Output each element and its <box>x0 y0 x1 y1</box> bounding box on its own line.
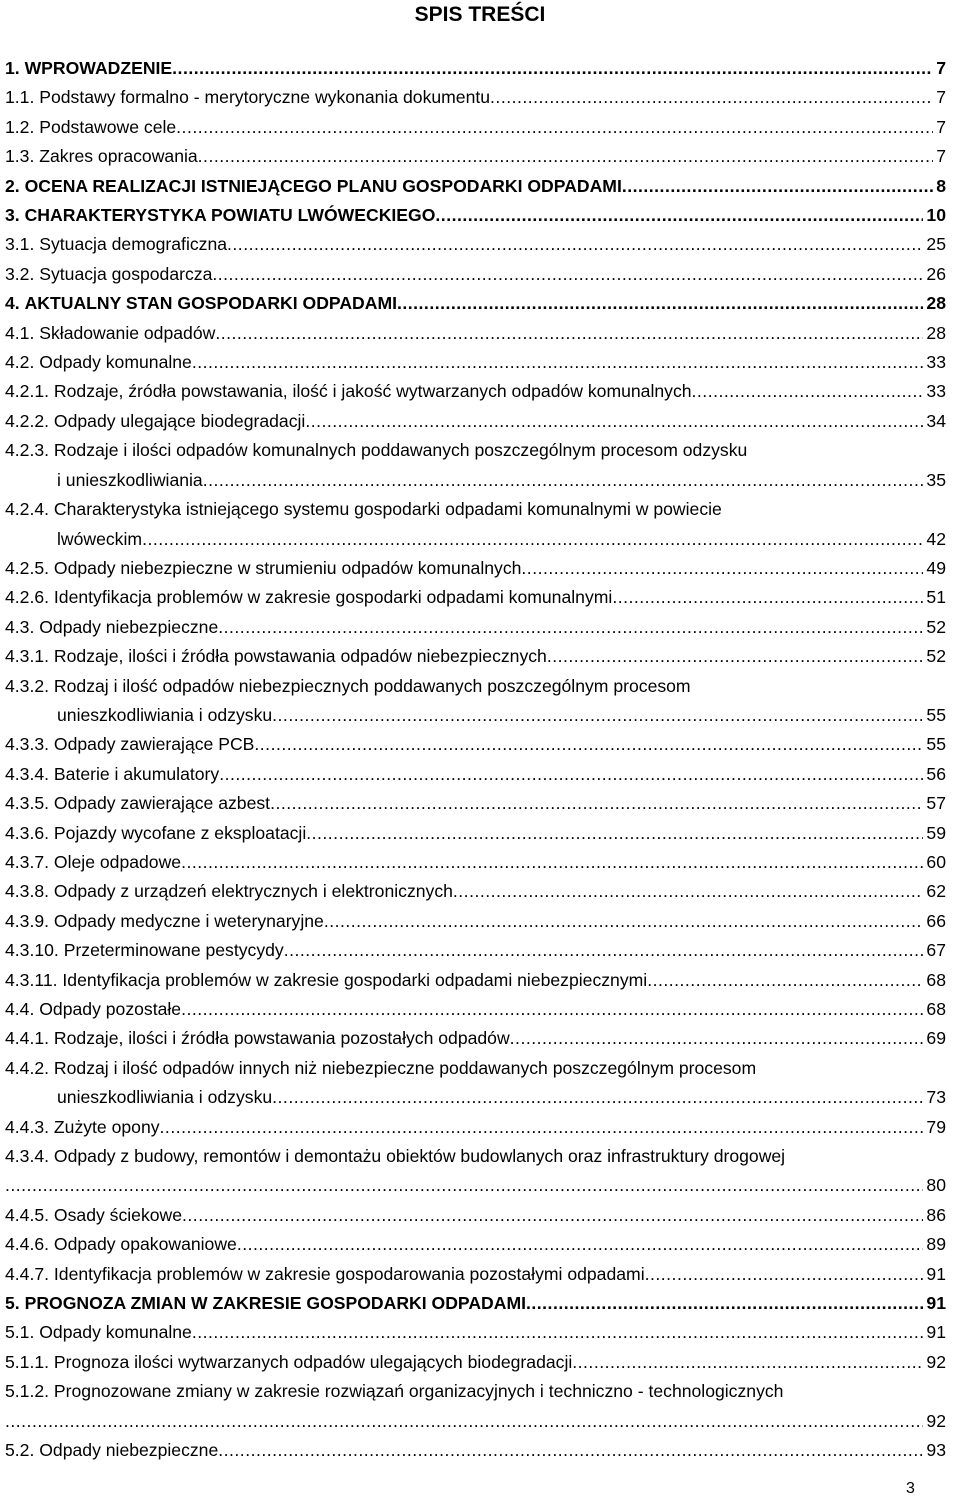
toc-entry-page: 92 <box>926 1410 946 1431</box>
toc-entry[interactable] <box>5 289 946 318</box>
toc-entry[interactable] <box>5 1289 946 1318</box>
toc-entry-page: 34 <box>926 410 946 431</box>
toc-entry-number: 4.3. <box>5 616 35 637</box>
toc-entry-page: 51 <box>926 587 946 608</box>
toc-entry-title: Rodzaje i ilości odpadów komunalnych poddawanych poszczególnym procesom odzysku <box>53 440 748 461</box>
toc-entry-number: 4.2.5. <box>5 557 50 578</box>
toc-leader-dots <box>215 319 923 348</box>
toc-leader-dots <box>272 1083 923 1112</box>
toc-leader-dots <box>572 1348 923 1377</box>
toc-entry[interactable] <box>5 1201 946 1230</box>
toc-entry-title: Odpady zawierające azbest <box>53 793 271 814</box>
toc-entry-page: 49 <box>926 557 946 578</box>
toc-leader-dots <box>622 172 933 201</box>
toc-entry-number: 1.2. <box>5 116 35 137</box>
toc-entry-title: OCENA REALIZACJI ISTNIEJĄCEGO PLANU GOSPODARKI ODPADAMI <box>24 175 622 196</box>
toc-entry-page: 55 <box>926 704 946 725</box>
toc-entry[interactable] <box>5 1142 946 1201</box>
toc-entry[interactable] <box>5 1318 946 1347</box>
toc-entry-title: Rodzaje, ilości i źródła powstawania odpadów niebezpiecznych <box>53 646 547 667</box>
toc-entry-page: 62 <box>926 881 946 902</box>
toc-leader-dots <box>397 289 923 318</box>
toc-leader-dots <box>284 936 924 965</box>
toc-entry-number: 4.4.2. <box>5 1057 50 1078</box>
toc-entry[interactable] <box>5 760 946 789</box>
toc-entry-number: 4.3.8. <box>5 881 50 902</box>
toc-entry-title: Zużyte opony <box>53 1116 160 1137</box>
toc-entry-number: 3. <box>5 205 20 226</box>
toc-entry-number: 5.1.1. <box>5 1351 50 1372</box>
toc-entry-page: 33 <box>926 352 946 373</box>
toc-entry-number: 5. <box>5 1293 20 1314</box>
toc-entry[interactable] <box>5 319 946 348</box>
toc-leader-dots <box>192 1318 924 1347</box>
toc-entry[interactable] <box>5 54 946 83</box>
toc-leader-dots <box>227 230 923 259</box>
toc-entry[interactable] <box>5 172 946 201</box>
toc-leader-dots <box>172 54 933 83</box>
toc-entry-page: 7 <box>936 87 946 108</box>
toc-entry-page: 42 <box>926 528 946 549</box>
toc-entry-title: Osady ściekowe <box>53 1204 183 1225</box>
toc-entry-number: 4.4. <box>5 999 35 1019</box>
toc-entry-number: 4.4.7. <box>5 1263 50 1284</box>
toc-entry-page: 91 <box>926 1322 946 1343</box>
toc-leader-dots <box>182 1201 923 1230</box>
toc-entry-page: 56 <box>926 763 946 784</box>
toc-entry-title: Odpady niebezpieczne w strumieniu odpadów komunalnych <box>53 557 522 578</box>
toc-entry-page: 28 <box>926 322 946 343</box>
toc-entry-title: Odpady z urządzeń elektrycznych i elektronicznych <box>53 881 453 902</box>
toc-leader-dots <box>306 819 923 848</box>
toc-entry-title: Odpady opakowaniowe <box>53 1234 237 1255</box>
toc-leader-dots <box>612 583 923 612</box>
toc-entry-title: Prognozowane zmiany w zakresie rozwiązań organizacyjnych i techniczno - technologicznych <box>53 1381 784 1402</box>
toc-entry-page: 60 <box>926 851 946 872</box>
toc-entry[interactable] <box>5 142 946 171</box>
toc-entry-title: Zakres opracowania <box>39 146 198 167</box>
toc-entry[interactable] <box>5 1054 946 1113</box>
toc-entry-title: Odpady niebezpieczne <box>39 616 219 637</box>
toc-leader-dots <box>272 701 923 730</box>
toc-entry-title-continued: unieszkodliwiania i odzysku <box>57 1087 273 1108</box>
toc-entry-title: WPROWADZENIE <box>24 58 173 78</box>
toc-entry-title: CHARAKTERYSTYKA POWIATU LWÓWECKIEGO <box>24 205 436 226</box>
toc-entry-number: 4.4.6. <box>5 1234 50 1255</box>
toc-entry-title-continued: unieszkodliwiania i odzysku <box>57 704 273 725</box>
toc-leader-dots <box>219 760 923 789</box>
toc-entry[interactable] <box>5 83 946 112</box>
toc-leader-dots <box>305 407 923 436</box>
toc-entry-title: Odpady komunalne <box>39 352 192 373</box>
toc-entry[interactable] <box>5 554 946 583</box>
toc-entry-page: 10 <box>926 205 946 226</box>
toc-entry[interactable] <box>5 907 946 936</box>
toc-entry-title: Charakterystyka istniejącego systemu gospodarki odpadami komunalnymi w powiecie <box>53 499 722 520</box>
toc-entry-number: 4.3.6. <box>5 822 50 843</box>
toc-entry-title: Odpady medyczne i weterynaryjne <box>53 910 324 931</box>
toc-entry-number: 5.1.2. <box>5 1381 50 1402</box>
toc-entry-page: 7 <box>936 58 946 78</box>
toc-entry-title: Rodzaje, źródła powstawania, ilość i jakość wytwarzanych odpadów komunalnych <box>53 381 692 402</box>
toc-entry-title: Sytuacja demograficzna <box>39 234 228 255</box>
toc-entry-number: 4.2.3. <box>5 440 50 461</box>
table-of-contents <box>5 54 946 1466</box>
toc-entry[interactable] <box>5 848 946 877</box>
toc-entry-number: 4.3.4. <box>5 763 50 784</box>
toc-entry-page: 91 <box>926 1293 946 1314</box>
toc-entry-page: 28 <box>926 293 946 314</box>
toc-entry-title: Odpady komunalne <box>39 1322 192 1343</box>
toc-entry-page: 67 <box>926 940 946 961</box>
toc-entry-number: 1.1. <box>5 87 35 108</box>
toc-leader-dots <box>270 789 923 818</box>
toc-entry[interactable] <box>5 966 946 995</box>
toc-leader-dots <box>510 1024 924 1053</box>
page-number: 3 <box>906 1480 915 1497</box>
toc-entry[interactable] <box>5 113 946 142</box>
toc-entry-number: 4.3.9. <box>5 910 50 931</box>
toc-entry-number: 2. <box>5 175 20 196</box>
toc-entry[interactable] <box>5 936 946 965</box>
toc-entry[interactable] <box>5 1113 946 1142</box>
toc-entry-page: 57 <box>926 793 946 814</box>
toc-entry[interactable] <box>5 201 946 230</box>
toc-entry-title: Sytuacja gospodarcza <box>39 263 213 284</box>
toc-entry-page: 26 <box>926 263 946 284</box>
toc-entry-page: 91 <box>926 1263 946 1284</box>
toc-entry-title: Składowanie odpadów <box>39 322 216 343</box>
toc-entry-number: 4.2.2. <box>5 410 50 431</box>
toc-entry[interactable] <box>5 672 946 731</box>
toc-entry-number: 4.4.1. <box>5 1028 50 1049</box>
document-title: SPIS TREŚCI <box>414 3 546 26</box>
toc-entry-number: 4.4.3. <box>5 1116 50 1137</box>
toc-entry-title: Baterie i akumulatory <box>53 763 220 784</box>
toc-entry-title: Identyfikacja problemów w zakresie gospodarki odpadami niebezpiecznymi <box>62 969 648 990</box>
toc-entry-page: 33 <box>926 381 946 402</box>
toc-entry-title: Oleje odpadowe <box>53 851 182 872</box>
toc-leader-dots <box>181 995 923 1024</box>
toc-entry-number: 3.2. <box>5 263 35 284</box>
toc-entry-page: 92 <box>926 1351 946 1372</box>
toc-leader-dots <box>521 554 923 583</box>
toc-leader-dots <box>218 1436 923 1465</box>
toc-entry-title: Odpady zawierające PCB <box>53 734 255 755</box>
toc-entry-number: 4.3.11. <box>5 969 58 990</box>
toc-leader-dots <box>192 348 924 377</box>
toc-leader-dots <box>237 1230 924 1259</box>
toc-entry-title: Rodzaj i ilość odpadów innych niż niebezpieczne poddawanych poszczególnym procesom <box>53 1057 757 1078</box>
toc-leader-dots <box>198 142 934 171</box>
toc-entry-page: 73 <box>926 1087 946 1108</box>
toc-entry-page: 35 <box>926 469 946 490</box>
toc-entry-number: 4.3.10. <box>5 940 59 961</box>
toc-entry-number: 4.3.7. <box>5 851 50 872</box>
toc-entry-page: 7 <box>936 116 946 137</box>
toc-entry-title: PROGNOZA ZMIAN W ZAKRESIE GOSPODARKI ODPADAMI <box>24 1293 526 1314</box>
toc-entry-title: Podstawy formalno - merytoryczne wykonania dokumentu <box>39 87 491 108</box>
toc-entry[interactable] <box>5 730 946 759</box>
toc-entry[interactable] <box>5 1348 946 1377</box>
toc-entry-number: 4.1. <box>5 322 35 343</box>
toc-entry[interactable] <box>5 1230 946 1259</box>
toc-leader-dots <box>5 1407 923 1436</box>
toc-entry-page: 25 <box>926 234 946 255</box>
toc-entry-title: AKTUALNY STAN GOSPODARKI ODPADAMI <box>24 293 397 314</box>
toc-leader-dots <box>645 1260 924 1289</box>
toc-entry-page: 80 <box>926 1175 946 1196</box>
toc-leader-dots <box>212 260 923 289</box>
toc-entry-title: Odpady niebezpieczne <box>39 1440 219 1461</box>
toc-entry-title-continued: i unieszkodliwiania <box>57 469 203 490</box>
toc-entry[interactable] <box>5 348 946 377</box>
toc-entry-page: 8 <box>936 175 946 196</box>
toc-entry-title: Identyfikacja problemów w zakresie gospodarowania pozostałymi odpadami <box>53 1263 645 1284</box>
toc-leader-dots <box>160 1113 924 1142</box>
toc-entry-title: Odpady pozostałe <box>39 999 182 1019</box>
toc-leader-dots <box>176 113 933 142</box>
toc-entry-number: 4.2.6. <box>5 587 50 608</box>
toc-entry-number: 4.3.3. <box>5 734 50 755</box>
toc-leader-dots <box>692 377 924 406</box>
toc-leader-dots <box>218 613 923 642</box>
toc-entry[interactable] <box>5 1024 946 1053</box>
toc-leader-dots <box>142 525 923 554</box>
toc-entry-page: 93 <box>926 1440 946 1461</box>
toc-leader-dots <box>490 83 933 112</box>
toc-leader-dots <box>5 1171 923 1200</box>
toc-entry-title: Prognoza ilości wytwarzanych odpadów ulegających biodegradacji <box>53 1351 573 1372</box>
toc-entry-title: Rodzaj i ilość odpadów niebezpiecznych poddawanych poszczególnym procesom <box>53 675 691 696</box>
toc-entry-number: 5.2. <box>5 1440 35 1461</box>
toc-leader-dots <box>254 730 923 759</box>
toc-entry-number: 4.3.2. <box>5 675 50 696</box>
toc-entry-page: 52 <box>926 646 946 667</box>
toc-entry[interactable] <box>5 407 946 436</box>
toc-entry-number: 4.2. <box>5 352 35 373</box>
toc-entry[interactable] <box>5 583 946 612</box>
toc-entry-title: Podstawowe cele <box>39 116 177 137</box>
toc-entry-number: 4.3.5. <box>5 793 50 814</box>
toc-entry[interactable] <box>5 260 946 289</box>
toc-leader-dots <box>647 966 923 995</box>
toc-entry[interactable] <box>5 819 946 848</box>
toc-entry[interactable] <box>5 1377 946 1436</box>
toc-entry[interactable] <box>5 495 946 554</box>
toc-entry-number: 3.1. <box>5 234 35 255</box>
toc-leader-dots <box>526 1289 923 1318</box>
toc-entry-page: 59 <box>926 822 946 843</box>
toc-entry-page: 89 <box>926 1234 946 1255</box>
toc-entry-title: Przeterminowane pestycydy <box>63 940 284 961</box>
toc-entry[interactable] <box>5 377 946 406</box>
toc-leader-dots <box>181 848 923 877</box>
toc-entry-number: 5.1. <box>5 1322 35 1343</box>
toc-entry[interactable] <box>5 995 946 1024</box>
toc-entry-number: 4.3.1. <box>5 646 50 667</box>
toc-leader-dots <box>453 877 924 906</box>
toc-entry-page: 55 <box>926 734 946 755</box>
toc-entry-number: 4.3.4. <box>5 1146 50 1167</box>
toc-entry-page: 52 <box>926 616 946 637</box>
toc-entry-number: 4. <box>5 293 20 314</box>
toc-entry-title: Odpady ulegające biodegradacji <box>53 410 306 431</box>
toc-entry[interactable] <box>5 613 946 642</box>
toc-entry-page: 79 <box>926 1116 946 1137</box>
toc-leader-dots <box>435 201 923 230</box>
toc-entry-page: 7 <box>936 146 946 167</box>
toc-entry-title-continued: lwóweckim <box>57 528 143 549</box>
toc-entry-title: Pojazdy wycofane z eksploatacji <box>53 822 307 843</box>
toc-leader-dots <box>203 466 924 495</box>
toc-entry[interactable] <box>5 230 946 259</box>
toc-entry-page: 68 <box>926 999 946 1019</box>
toc-entry[interactable] <box>5 877 946 906</box>
toc-entry[interactable] <box>5 642 946 671</box>
toc-entry-number: 1. <box>5 58 20 78</box>
toc-entry[interactable] <box>5 1436 946 1465</box>
toc-leader-dots <box>324 907 924 936</box>
toc-entry[interactable] <box>5 789 946 818</box>
toc-entry-number: 4.4.5. <box>5 1204 50 1225</box>
toc-entry-number: 1.3. <box>5 146 35 167</box>
toc-entry-title: Rodzaje, ilości i źródła powstawania pozostałych odpadów <box>53 1028 510 1049</box>
toc-entry-number: 4.2.1. <box>5 381 50 402</box>
toc-entry-page: 69 <box>926 1028 946 1049</box>
toc-entry-title: Odpady z budowy, remontów i demontażu obiektów budowlanych oraz infrastruktury drogowej <box>53 1146 786 1167</box>
toc-entry[interactable] <box>5 436 946 495</box>
toc-entry[interactable] <box>5 1260 946 1289</box>
toc-leader-dots <box>547 642 924 671</box>
toc-entry-page: 68 <box>926 969 946 990</box>
toc-entry-page: 66 <box>926 910 946 931</box>
toc-entry-number: 4.2.4. <box>5 499 50 520</box>
toc-entry-page: 86 <box>926 1204 946 1225</box>
toc-entry-title: Identyfikacja problemów w zakresie gospodarki odpadami komunalnymi <box>53 587 613 608</box>
